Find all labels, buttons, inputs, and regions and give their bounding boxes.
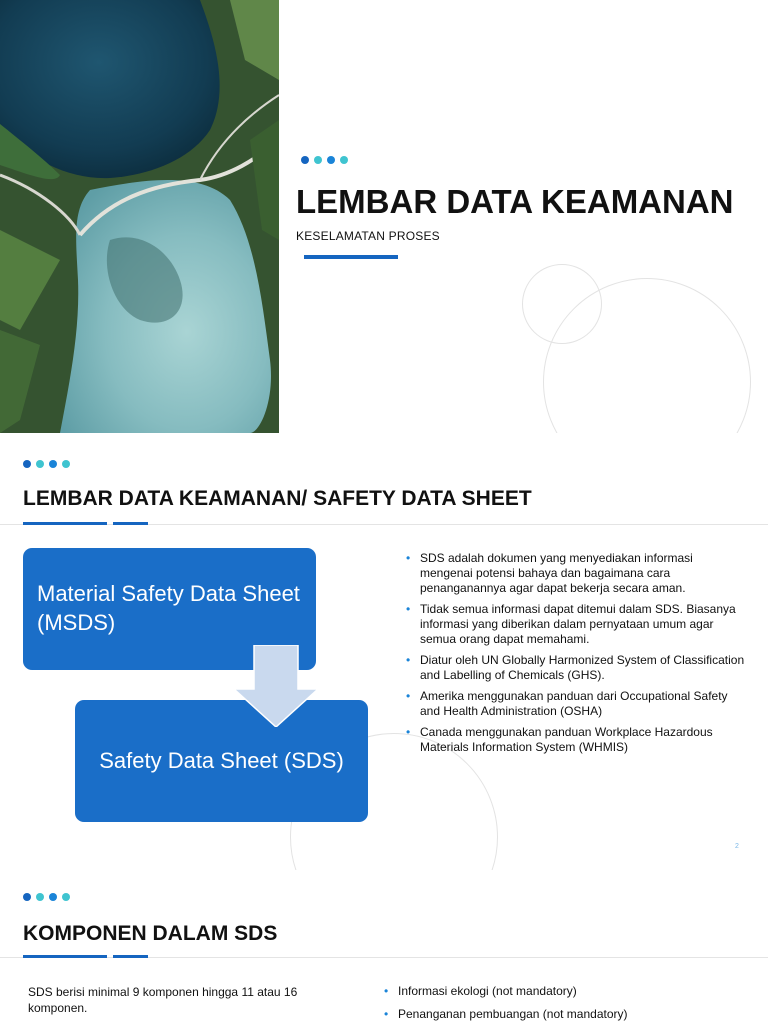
page-number: 2 bbox=[735, 843, 739, 850]
list-item: • Diatur oleh UN Globally Harmonized System of Classification and Labelling of Chemicals (GHS). bbox=[404, 653, 748, 683]
accent-bar bbox=[23, 955, 107, 958]
decorative-dots bbox=[23, 893, 70, 901]
msds-box: Material Safety Data Sheet (MSDS) bbox=[23, 548, 316, 670]
accent-bar bbox=[304, 255, 398, 259]
slide-subtitle: KESELAMATAN PROSES bbox=[296, 229, 440, 243]
slide-title: LEMBAR DATA KEAMANAN/ SAFETY DATA SHEET bbox=[23, 487, 532, 510]
sds-components-slide bbox=[0, 870, 768, 1024]
slide-title: KOMPONEN DALAM SDS bbox=[23, 922, 278, 945]
list-item: • Tidak semua informasi dapat ditemui dalam SDS. Biasanya informasi yang diberikan dalam pernyataan umum agar semua orang dapat memahami. bbox=[404, 602, 748, 647]
title-slide bbox=[0, 0, 768, 433]
accent-bar bbox=[113, 522, 148, 525]
accent-bar bbox=[113, 955, 148, 958]
list-item: • Canada menggunakan panduan Workplace Hazardous Materials Information System (WHMIS) bbox=[404, 725, 748, 755]
list-item: • Informasi ekologi (not mandatory) bbox=[382, 984, 742, 999]
sds-bullet-list bbox=[404, 551, 748, 761]
sds-box: Safety Data Sheet (SDS) bbox=[75, 700, 368, 822]
decorative-dots bbox=[301, 156, 348, 164]
list-item: • Penanganan pembuangan (not mandatory) bbox=[382, 1007, 742, 1022]
list-item: • SDS adalah dokumen yang menyediakan informasi mengenai potensi bahaya dan bagaimana cara penanganannya agar dapat bekerja secara aman. bbox=[404, 551, 748, 596]
down-arrow-icon bbox=[234, 645, 318, 727]
list-item: • Amerika menggunakan panduan dari Occupational Safety and Health Administration (OSHA) bbox=[404, 689, 748, 719]
aerial-lake-image bbox=[0, 0, 279, 433]
intro-text: SDS berisi minimal 9 komponen hingga 11 atau 16 komponen. bbox=[28, 985, 298, 1015]
accent-bar bbox=[23, 522, 107, 525]
sds-overview-slide bbox=[0, 433, 768, 870]
components-bullet-list bbox=[382, 984, 742, 1024]
decorative-dots bbox=[23, 460, 70, 468]
slide-title: LEMBAR DATA KEAMANAN bbox=[296, 183, 734, 220]
